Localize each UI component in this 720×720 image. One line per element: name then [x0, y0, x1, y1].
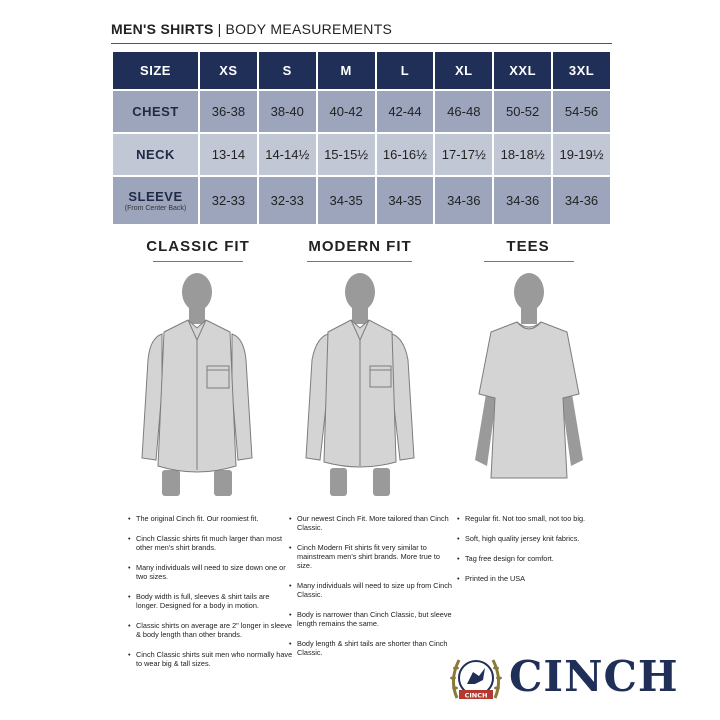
- list-item: • Regular fit. Not too small, not too big.: [457, 514, 622, 523]
- header-separator: |: [217, 21, 222, 37]
- table-cell: 19-19½: [552, 133, 611, 176]
- table-cell: 34-35: [376, 176, 435, 225]
- table-cell: 32-33: [258, 176, 317, 225]
- table-row-neck: [112, 133, 611, 176]
- fit-rule: [307, 261, 412, 262]
- tee-figure: [465, 270, 595, 502]
- emblem-text: CINCH: [464, 691, 488, 700]
- table-cell: 17-17½: [434, 133, 493, 176]
- cinch-emblem-logo: [447, 650, 505, 708]
- list-item: • Soft, high quality jersey knit fabrics.: [457, 534, 622, 543]
- table-cell: 38-40: [258, 90, 317, 133]
- header-rule: [111, 43, 612, 44]
- row-sublabel: (From Center Back): [124, 205, 187, 212]
- list-item: • Body is narrower than Cinch Classic, but sleeve length remains the same.: [289, 610, 454, 628]
- size-header-cell: XS: [199, 51, 258, 90]
- tees-bullets: [457, 514, 622, 594]
- size-header-cell: 3XL: [552, 51, 611, 90]
- size-header-cell: M: [317, 51, 376, 90]
- table-row-chest: [112, 90, 611, 133]
- header-subtitle: BODY MEASUREMENTS: [225, 21, 393, 37]
- size-header-label: SIZE: [112, 51, 199, 90]
- table-row-sleeve: [112, 176, 611, 225]
- size-chart-table: [111, 50, 612, 226]
- list-item: • Body width is full, sleeves & shirt tails are longer. Designed for a body in motion.: [128, 592, 293, 610]
- size-header-cell: S: [258, 51, 317, 90]
- classic-fit-bullets: [128, 514, 293, 679]
- table-cell: 34-35: [317, 176, 376, 225]
- size-header-cell: XXL: [493, 51, 552, 90]
- classic-fit-figure: [140, 270, 270, 502]
- row-label: CHEST: [112, 90, 199, 133]
- list-item: • Printed in the USA: [457, 574, 622, 583]
- size-header-cell: XL: [434, 51, 493, 90]
- table-cell: 40-42: [317, 90, 376, 133]
- list-item: • Many individuals will need to size up from Cinch Classic.: [289, 581, 454, 599]
- fit-rule: [484, 261, 574, 262]
- table-cell: 13-14: [199, 133, 258, 176]
- table-cell: 46-48: [434, 90, 493, 133]
- table-cell: 15-15½: [317, 133, 376, 176]
- list-item: • Tag free design for comfort.: [457, 554, 622, 563]
- table-cell: 14-14½: [258, 133, 317, 176]
- page-header: [111, 21, 392, 37]
- size-header-cell: L: [376, 51, 435, 90]
- list-item: • Cinch Classic shirts fit much larger than most other men's shirt brands.: [128, 534, 293, 552]
- fit-rule: [153, 261, 243, 262]
- brand-wordmark: CINCH: [509, 652, 679, 701]
- modern-fit-bullets: [289, 514, 454, 668]
- table-cell: 50-52: [493, 90, 552, 133]
- table-cell: 34-36: [434, 176, 493, 225]
- table-cell: 54-56: [552, 90, 611, 133]
- list-item: • Cinch Modern Fit shirts fit very similar to mainstream men's shirt brands. More true to size.: [289, 543, 454, 570]
- table-cell: 42-44: [376, 90, 435, 133]
- table-cell: 32-33: [199, 176, 258, 225]
- list-item: • Many individuals will need to size down one or two sizes.: [128, 563, 293, 581]
- table-cell: 18-18½: [493, 133, 552, 176]
- list-item: • Our newest Cinch Fit. More tailored than Cinch Classic.: [289, 514, 454, 532]
- size-header-row: [112, 51, 611, 90]
- modern-fit-figure: [298, 270, 428, 502]
- row-label: [112, 176, 199, 225]
- table-cell: 16-16½: [376, 133, 435, 176]
- fit-title-modern: MODERN FIT: [308, 238, 412, 255]
- row-label-text: SLEEVE: [128, 189, 183, 204]
- fit-title-tees: TEES: [506, 238, 550, 255]
- table-cell: 36-38: [199, 90, 258, 133]
- list-item: • Body length & shirt tails are shorter than Cinch Classic.: [289, 639, 454, 657]
- list-item: • Cinch Classic shirts suit men who normally have to wear big & tall sizes.: [128, 650, 293, 668]
- header-title: MEN'S SHIRTS: [111, 21, 214, 37]
- table-cell: 34-36: [552, 176, 611, 225]
- list-item: • Classic shirts on average are 2" longer in sleeve & body length than other brands.: [128, 621, 293, 639]
- list-item: • The original Cinch fit. Our roomiest fit.: [128, 514, 293, 523]
- table-cell: 34-36: [493, 176, 552, 225]
- fit-title-classic: CLASSIC FIT: [146, 238, 250, 255]
- row-label: NECK: [112, 133, 199, 176]
